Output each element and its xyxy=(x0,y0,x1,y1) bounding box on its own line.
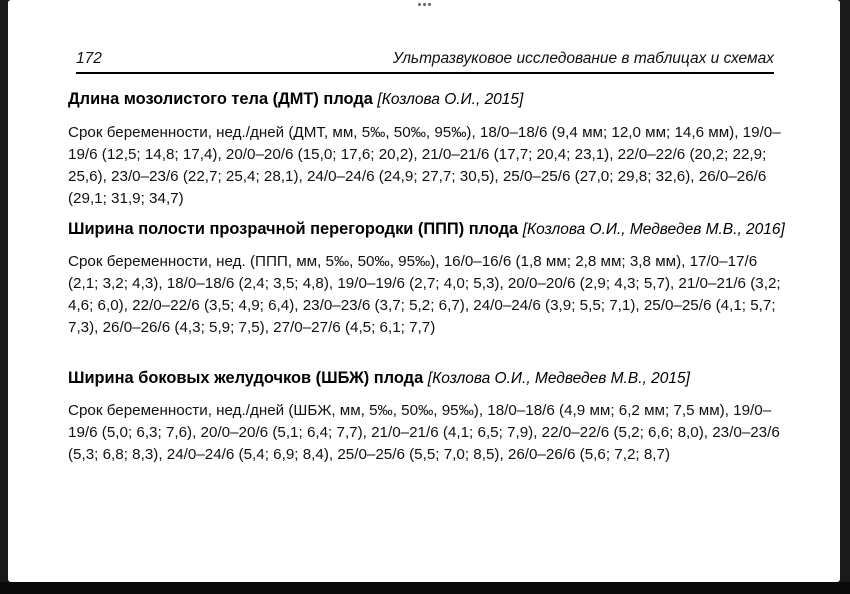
bottom-bar xyxy=(0,582,850,594)
page-content xyxy=(68,88,790,466)
section-citation: [Козлова О.И., Медведев М.В., 2016] xyxy=(522,221,785,238)
section-body: Срок беременности, нед. (ППП, мм, 5‰, 50‰, 95‰), 16/0–16/6 (1,8 мм; 2,8 мм; 3,8 мм), 17/0–17/6 (2,1; 3,2; 4,3), 18/0–18/6 (2,4; 3,5; 4,8), 19/0–19/6 (2,7; 4,0; 5,3), 20/0–20/6 (2,9; 4,3; 5,7), 21/0–21/6 (3,2; 4,6; 6,0), 22/0–22/6 (3,5; 4,9; 6,4), 23/0–23/6 (3,7; 5,2; 6,7), 24/0–24/6 (3,9; 5,5; 7,1), 25/0–25/6 (4,1; 5,7; 7,3), 26/0–26/6 (4,3; 5,9; 7,5), 27/0–27/6 (4,5; 6,1; 7,7) xyxy=(68,253,781,336)
section-corpus-callosum xyxy=(68,88,790,210)
section-citation: [Козлова О.И., 2015] xyxy=(377,91,524,108)
section-title-text: Ширина боковых желудочков (ШБЖ) плода xyxy=(68,369,424,387)
section-body: Срок беременности, нед./дней (ДМТ, мм, 5‰, 50‰, 95‰), 18/0–18/6 (9,4 мм; 12,0 мм; 14,6 мм), 19/0–19/6 (12,5; 14,8; 17,4), 20/0–20/6 (15,0; 17,6; 20,2), 21/0–21/6 (17,7; 20,4; 23,1), 22/0–22/6 (20,2; 22,9; 25,6), 23/0–23/6 (22,7; 25,4; 28,1), 24/0–24/6 (24,9; 27,7; 30,5), 25/0–25/6 (27,0; 29,8; 32,6), 26/0–26/6 (29,1; 31,9; 34,7) xyxy=(68,124,781,207)
drag-handle[interactable] xyxy=(417,3,431,7)
running-title: Ультразвуковое исследование в таблицах и схемах xyxy=(392,50,774,67)
section-body: Срок беременности, нед./дней (ШБЖ, мм, 5‰, 50‰, 95‰), 18/0–18/6 (4,9 мм; 6,2 мм; 7,5 мм), 19/0–19/6 (5,0; 6,3; 7,6), 20/0–20/6 (5,1; 6,4; 7,7), 21/0–21/6 (4,1; 6,5; 7,9), 22/0–22/6 (5,2; 6,6; 8,0), 23/0–23/6 (5,3; 6,8; 8,3), 24/0–24/6 (5,4; 6,9; 8,4), 25/0–25/6 (5,5; 7,0; 8,5), 26/0–26/6 (5,6; 7,2; 8,7) xyxy=(68,402,780,463)
section-title-text: Длина мозолистого тела (ДМТ) плода xyxy=(68,90,373,108)
section-lateral-ventricles xyxy=(68,367,790,466)
section-title xyxy=(68,88,790,111)
page-header xyxy=(76,49,774,74)
section-citation: [Козлова О.И., Медведев М.В., 2015] xyxy=(427,370,690,387)
section-title xyxy=(68,218,790,241)
section-title xyxy=(68,367,790,390)
section-title-text: Ширина полости прозрачной перегородки (ППП) плода xyxy=(68,220,519,238)
section-septum-pellucidum xyxy=(68,218,790,339)
page-number: 172 xyxy=(76,50,102,67)
